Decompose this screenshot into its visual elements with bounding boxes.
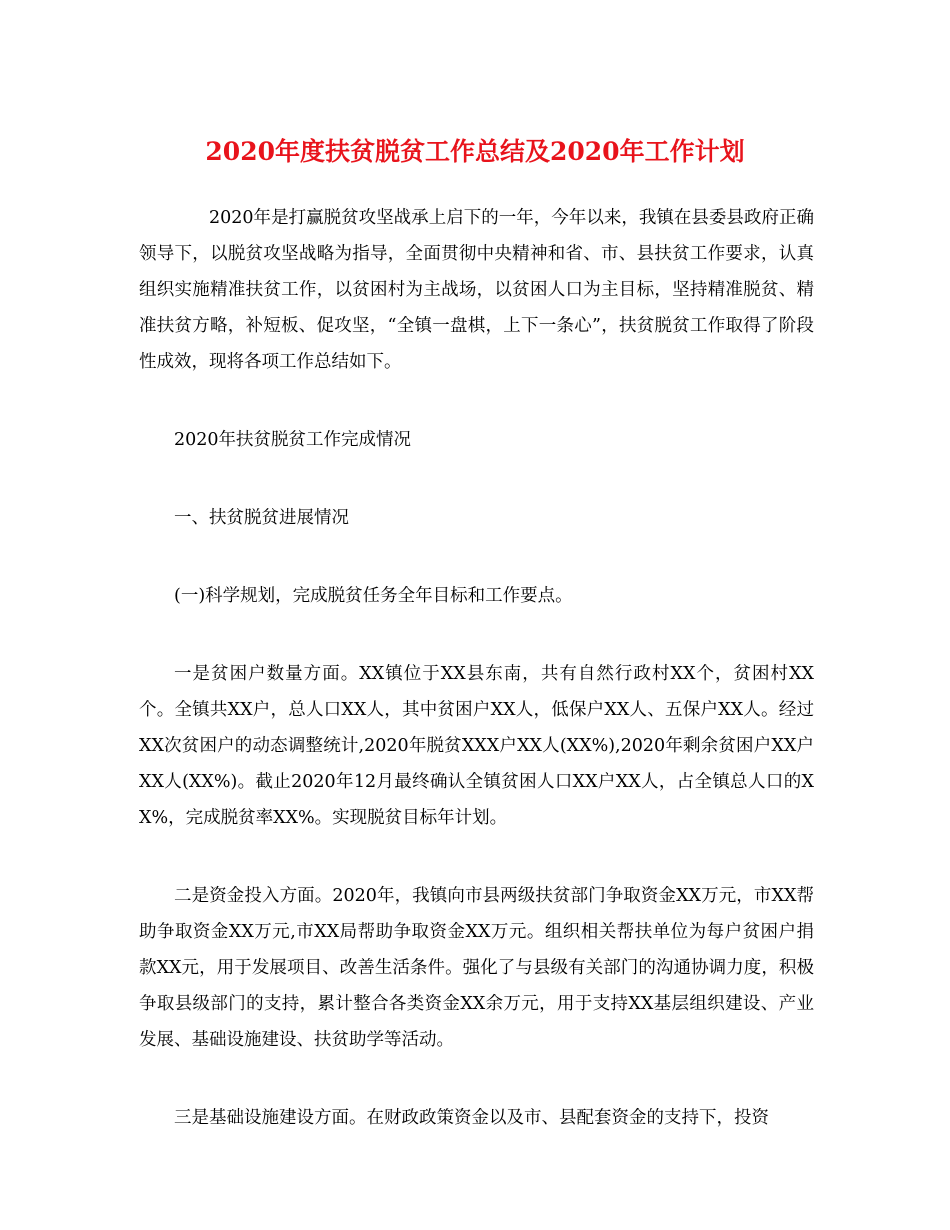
- subsection-heading: 一、扶贫脱贫进展情况: [174, 508, 349, 528]
- item-heading: (一)科学规划，完成脱贫任务全年目标和工作要点。: [174, 586, 573, 606]
- document-title: 2020年度扶贫脱贫工作总结及2020年工作计划: [205, 137, 745, 166]
- body-paragraph-poverty-households: 一是贫困户数量方面。XX镇位于XX县东南，共有自然行政村XX个，贫困村XX个。全镇共XX户，总人口XX人，其中贫困户XX人，低保户XX人、五保户XX人。经过XX次贫困户的动态调整统计,2020年脱贫XXX户XX人(XX%),2020年剩余贫困户XX户XX人(XX%)。截止2020年12月最终确认全镇贫困人口XX户XX人，占全镇总人口的XX%，完成脱贫率XX%。实现脱贫目标年计划。: [139, 664, 814, 828]
- document-body: [139, 200, 814, 1136]
- body-paragraph-infrastructure: 三是基础设施建设方面。在财政政策资金以及市、县配套资金的支持下，投资: [174, 1108, 769, 1128]
- section-heading: 2020年扶贫脱贫工作完成情况: [174, 430, 412, 450]
- body-paragraph-funding: 二是资金投入方面。2020年，我镇向市县两级扶贫部门争取资金XX万元，市XX帮助争取资金XX万元,市XX局帮助争取资金XX万元。组织相关帮扶单位为每户贫困户捐款XX元，用于发展项目、改善生活条件。强化了与县级有关部门的沟通协调力度，积极争取县级部门的支持，累计整合各类资金XX余万元，用于支持XX基层组织建设、产业发展、基础设施建设、扶贫助学等活动。: [139, 886, 814, 1050]
- intro-paragraph: 2020年是打赢脱贫攻坚战承上启下的一年，今年以来，我镇在县委县政府正确领导下，以脱贫攻坚战略为指导，全面贯彻中央精神和省、市、县扶贫工作要求，认真组织实施精准扶贫工作，以贫困村为主战场，以贫困人口为主目标，坚持精准脱贫、精准扶贫方略，补短板、促攻坚，“全镇一盘棋，上下一条心”，扶贫脱贫工作取得了阶段性成效，现将各项工作总结如下。: [139, 208, 814, 372]
